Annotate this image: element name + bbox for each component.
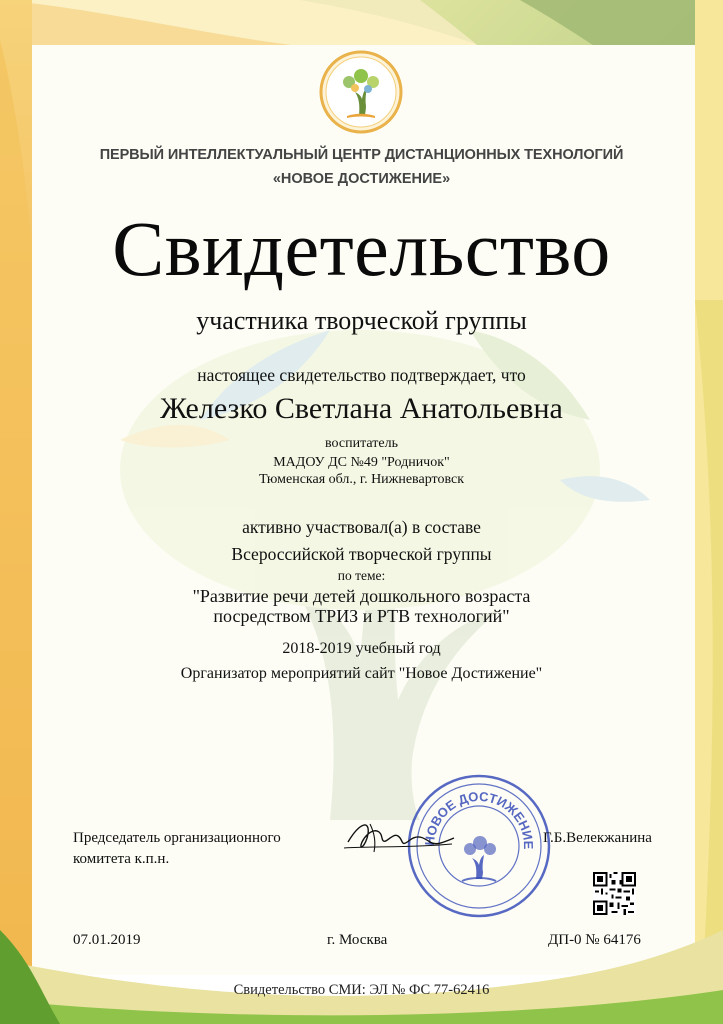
qr-code-icon [593, 872, 636, 915]
topic-line-1: "Развитие речи детей дошкольного возраста [192, 586, 531, 606]
organization-name-line1: ПЕРВЫЙ ИНТЕЛЛЕКТУАЛЬНЫЙ ЦЕНТР ДИСТАНЦИОННЫХ ТЕХНОЛОГИЙ [99, 147, 624, 163]
certificate-number: ДП-0 № 64176 [548, 932, 641, 948]
recipient-position: воспитатель [325, 436, 398, 451]
recipient-name: Железко Светлана Анатольевна [160, 392, 563, 425]
issue-date: 07.01.2019 [73, 932, 141, 948]
signature-icon [340, 812, 460, 862]
signer-name: Г.Б.Велекжанина [543, 830, 652, 846]
academic-year: 2018-2019 учебный год [282, 640, 441, 657]
organization-name-line2: «НОВОЕ ДОСТИЖЕНИЕ» [272, 171, 451, 187]
group-name: Всероссийской творческой группы [231, 544, 492, 564]
recipient-location: Тюменская обл., г. Нижневартовск [259, 472, 464, 487]
issue-city: г. Москва [327, 932, 388, 948]
confirm-text: настоящее свидетельство подтверждает, что [197, 365, 526, 385]
stamp-text: НОВОЕ ДОСТИЖЕНИЕ [421, 788, 537, 850]
recipient-institution: МАДОУ ДС №49 "Родничок" [273, 455, 450, 470]
topic-line-2: посредством ТРИЗ и РТВ технологий" [213, 606, 510, 626]
organizer-text: Организатор мероприятий сайт "Новое Достижение" [180, 665, 543, 682]
participation-text: активно участвовал(а) в составе [242, 517, 481, 537]
certificate-title: Свидетельство [112, 205, 611, 292]
topic-label: по теме: [337, 568, 386, 583]
certificate-subtitle: участника творческой группы [196, 306, 527, 335]
chair-title-line2: комитета к.п.н. [73, 851, 170, 867]
tree-logo-icon [319, 50, 403, 134]
chair-title-line1: Председатель организационного [73, 830, 281, 846]
media-registration: Свидетельство СМИ: ЭЛ № ФС 77-62416 [233, 982, 490, 998]
